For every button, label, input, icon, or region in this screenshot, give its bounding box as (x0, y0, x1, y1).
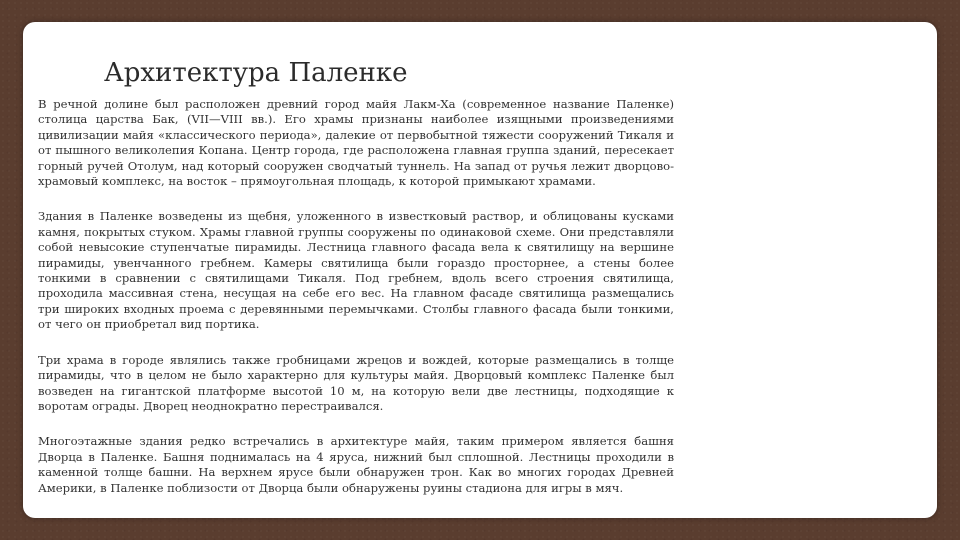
body-paragraph-3: Три храма в городе являлись также гробницами жрецов и вождей, которые размещались в толще пирамиды, что в целом не было характерно для культуры майя. Дворцовый комплекс Паленке был возведен на гигантской платформе высотой 10 м, на которую вели две лестницы, подходящие к воротам ограды. Дворец неоднократно перестраивался. (38, 352, 674, 413)
slide-body (38, 97, 674, 496)
slide-title: Архитектура Паленке (104, 58, 408, 88)
body-paragraph-1: В речной долине был расположен древний город майя Лакм-Ха (современное название Паленке) столица царства Бак, (VII—VIII вв.). Его храмы признаны наиболее изящными произведениями цивилизации майя «классического периода», далекие от первобытной тяжести сооружений Тикаля и от пышного великолепия Копана. Центр города, где расположена главная группа зданий, пересекает горный ручей Отолум, над который сооружен сводчатый туннель. На запад от ручья лежит дворцово-храмовый комплекс, на восток – прямоугольная площадь, к которой примыкают храмами. (38, 97, 674, 189)
body-paragraph-2: Здания в Паленке возведены из щебня, уложенного в известковый раствор, и облицованы кусками камня, покрытых стуком. Храмы главной группы сооружены по одинаковой схеме. Они представляли собой невысокие ступенчатые пирамиды. Лестница главного фасада вела к святилищу на вершине пирамиды, увенчанного гребнем. Камеры святилища были гораздо просторнее, а стены более тонкими в сравнении с святилищами Тикаля. Под гребнем, вдоль всего строения святилища, проходила массивная стена, несущая на себе его вес. На главном фасаде святилища размещались три широких входных проема с деревянными перемычками. Столбы главного фасада были тонкими, от чего он приобретал вид портика. (38, 209, 674, 332)
body-paragraph-4: Многоэтажные здания редко встречались в архитектуре майя, таким примером является башня Дворца в Паленке. Башня поднималась на 4 яруса, нижний был сплошной. Лестницы проходили в каменной толще башни. На верхнем ярусе были обнаружен трон. Как во многих городах Древней Америки, в Паленке поблизости от Дворца были обнаружены руины стадиона для игры в мяч. (38, 434, 674, 495)
